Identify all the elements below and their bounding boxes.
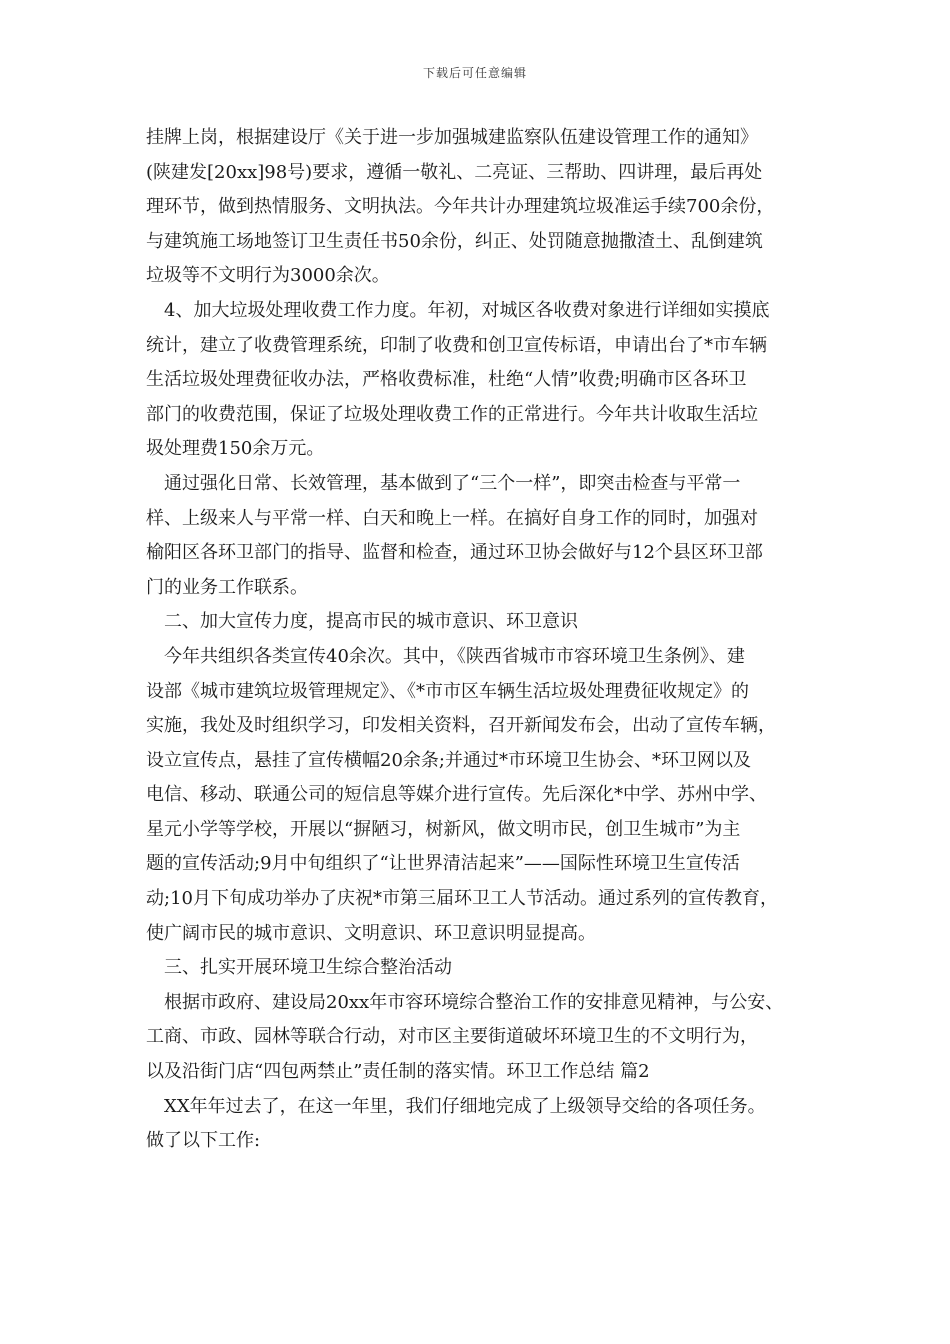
text-line: 今年共组织各类宣传40余次。其中，《陕西省城市市容环境卫生条例》、建 <box>164 645 745 667</box>
text-line: 题的宣传活动;9月中旬组织了“让世界清洁起来”——国际性环境卫生宣传活 <box>146 853 740 875</box>
text-line: 使广阔市民的城市意识、文明意识、环卫意识明显提高。 <box>146 922 596 944</box>
text-line: 二、加大宣传力度，提高市民的城市意识、环卫意识 <box>164 611 578 633</box>
text-line: 理环节，做到热情服务、文明执法。今年共计办理建筑垃圾准运手续700余份， <box>146 196 775 218</box>
text-line: 做了以下工作: <box>146 1130 261 1152</box>
text-line: 统计，建立了收费管理系统，印制了收费和创卫宣传标语，申请出台了*市车辆 <box>146 334 767 356</box>
document-body <box>146 121 824 1159</box>
text-line: 通过强化日常、长效管理，基本做到了“三个一样”，即突击检查与平常一 <box>164 472 741 494</box>
text-line: 4、加大垃圾处理收费工作力度。年初，对城区各收费对象进行详细如实摸底 <box>164 299 770 321</box>
text-line: 生活垃圾处理费征收办法，严格收费标准，杜绝“人情”收费;明确市区各环卫 <box>146 369 747 391</box>
text-line: 星元小学等学校，开展以“摒陋习，树新风，做文明市民，创卫生城市”为主 <box>146 818 741 840</box>
text-line: 样、上级来人与平常一样、白天和晚上一样。在搞好自身工作的同时，加强对 <box>146 507 758 529</box>
text-line: 实施，我处及时组织学习，印发相关资料，召开新闻发布会，出动了宣传车辆， <box>146 715 776 737</box>
text-line: 设部《城市建筑垃圾管理规定》、《*市市区车辆生活垃圾处理费征收规定》的 <box>146 680 749 702</box>
text-line: XX年年过去了，在这一年里，我们仔细地完成了上级领导交给的各项任务。 <box>164 1095 766 1117</box>
text-line: 与建筑施工场地签订卫生责任书50余份，纠正、处罚随意抛撒渣土、乱倒建筑 <box>146 230 763 252</box>
text-line: 工商、市政、园林等联合行动，对市区主要街道破坏环境卫生的不文明行为， <box>146 1026 758 1048</box>
text-line: 圾处理费150余万元。 <box>146 438 325 460</box>
page-header: 下载后可任意编辑 <box>422 66 527 80</box>
text-line: 挂牌上岗，根据建设厅《关于进一步加强城建监察队伍建设管理工作的通知》 <box>146 127 758 148</box>
text-line: 电信、移动、联通公司的短信息等媒介进行宣传。先后深化*中学、苏州中学、 <box>146 784 767 806</box>
text-line: 门的业务工作联系。 <box>146 576 308 598</box>
text-line: 动;10月下旬成功举办了庆祝*市第三届环卫工人节活动。通过系列的宣传教育， <box>146 888 778 910</box>
text-line: 根据市政府、建设局20xx年市容环境综合整治工作的安排意见精神，与公安、 <box>164 991 784 1013</box>
text-line: 三、扎实开展环境卫生综合整治活动 <box>164 957 452 979</box>
text-line: 部门的收费范围，保证了垃圾处理收费工作的正常进行。今年共计收取生活垃 <box>146 403 758 425</box>
text-line: 以及沿街门店“四包两禁止”责任制的落实情。环卫工作总结 篇2 <box>146 1061 650 1083</box>
text-line: 垃圾等不文明行为3000余次。 <box>146 265 390 287</box>
text-line: (陕建发[20xx]98号)要求，遵循一敬礼、二亮证、三帮助、四讲理，最后再处 <box>146 161 763 183</box>
text-line: 设立宣传点，悬挂了宣传横幅20余条;并通过*市环境卫生协会、*环卫网以及 <box>146 749 751 771</box>
text-line: 榆阳区各环卫部门的指导、监督和检查，通过环卫协会做好与12个县区环卫部 <box>146 542 763 564</box>
